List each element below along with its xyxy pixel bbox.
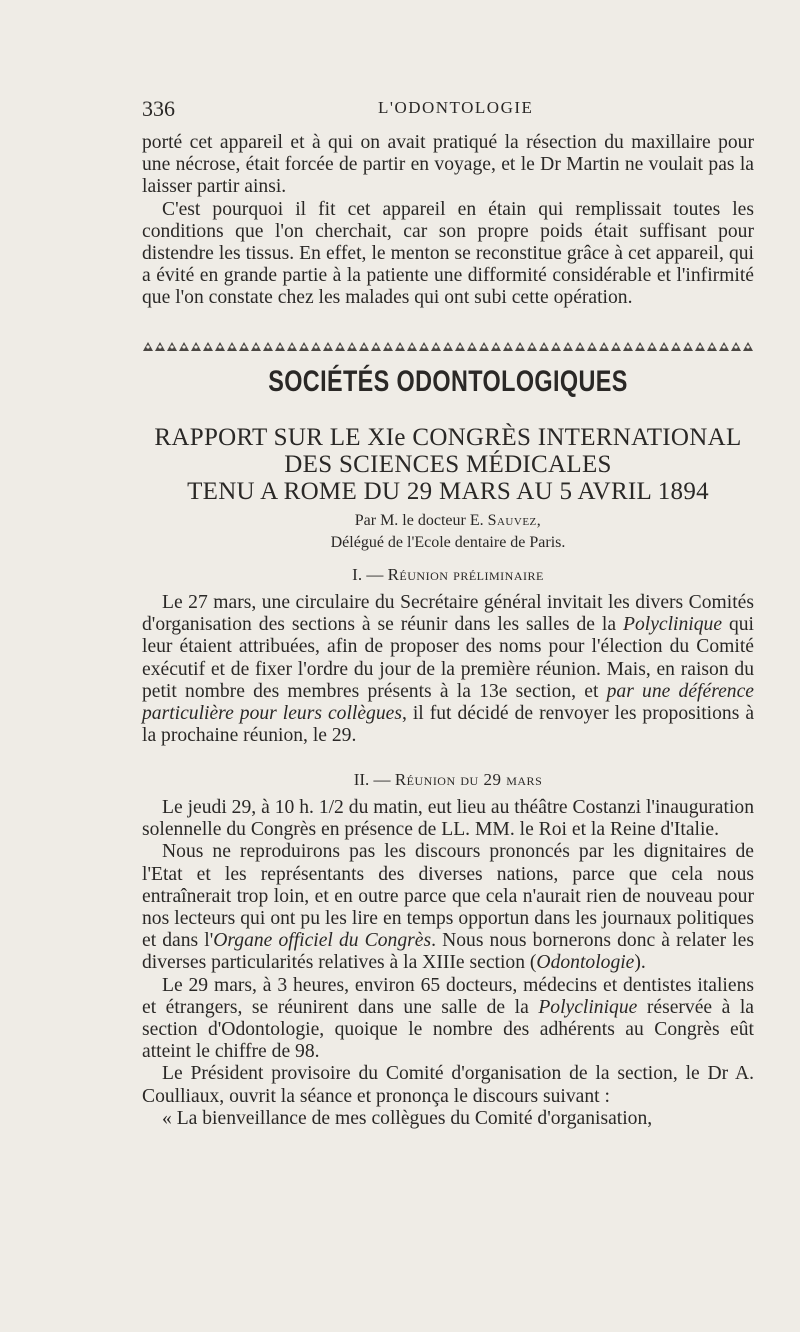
continuation-paragraph: porté cet appareil et à qui on avait pratiqué la résection du maxillaire pour une nécrose, était forcée de partir en voyage, et le Dr Martin ne voulait pas la laisser partir ainsi. bbox=[142, 132, 754, 198]
part-2-p3-text-b: réservée à la section d'Odontologie, quoique le nombre des adhérents au Congrès eût atteint le chiffre de 98. bbox=[142, 996, 754, 1063]
heading-part-1-number: I. — bbox=[352, 565, 388, 584]
heading-part-2-number: II. — bbox=[353, 770, 395, 789]
author-role: Délégué de l'Ecole dentaire de Paris. bbox=[330, 534, 566, 551]
author-name: Sauvez, bbox=[487, 512, 542, 529]
part-2-paragraph-4: Le Président provisoire du Comité d'organisation de la section, le Dr A. Coulliaux, ouvrit la séance et prononça le discours suivant : bbox=[142, 1063, 754, 1107]
part-1-text-b: qui leur étaient attribuées, afin de proposer des noms pour l'élection du Comité exécutif et de fixer l'ordre du jour de la première réunion. Mais, en raison du petit nombre des membres présents à la 13e section, et bbox=[142, 614, 755, 702]
page-number: 336 bbox=[142, 96, 175, 121]
report-title-line-1: RAPPORT SUR LE XIe CONGRÈS INTERNATIONAL bbox=[154, 424, 742, 451]
heading-part-1-text: Réunion préliminaire bbox=[387, 565, 544, 584]
author-block bbox=[142, 510, 754, 554]
continuation-block bbox=[142, 132, 754, 310]
part-2-paragraph-5: « La bienveillance de mes collègues du Comité d'organisation, bbox=[162, 1107, 653, 1129]
author-prefix: Par M. le docteur E. bbox=[354, 512, 488, 529]
heading-part-2 bbox=[142, 770, 754, 790]
part-1-paragraph bbox=[142, 592, 754, 747]
part-1-italic-deference: par une déférence particulière pour leurs collègues bbox=[142, 680, 754, 725]
part-2-paragraph-3 bbox=[142, 975, 754, 1064]
running-title: L'ODONTOLOGIE bbox=[378, 98, 534, 117]
part-2-italic-odontologie: Odontologie bbox=[536, 952, 635, 974]
part-2-paragraph-2 bbox=[142, 841, 754, 974]
part-2-p2-text-b: . Nous nous bornerons donc à relater les diverses particularités relatives à la XIIIe section ( bbox=[142, 930, 754, 974]
part-1-text-a: Le 27 mars, une circulaire du Secrétaire général invitait les divers Comités d'organisation des sections à se réunir dans les salles de la bbox=[142, 592, 754, 636]
part-1-body bbox=[142, 592, 754, 747]
heading-part-1 bbox=[142, 565, 754, 585]
report-title bbox=[112, 424, 784, 505]
heading-part-2-text: Réunion du 29 mars bbox=[394, 770, 543, 789]
part-2-body bbox=[142, 797, 754, 1130]
ornamental-rule bbox=[142, 340, 754, 354]
part-1-italic-polyclinique: Polyclinique bbox=[623, 614, 723, 636]
section-title: SOCIÉTÉS ODONTOLOGIQUES bbox=[268, 365, 628, 398]
part-2-p2-text-a: Nous ne reproduirons pas les discours prononcés par les dignitaires de l'Etat et les représentants des diverses nations, parce que cela nous entraînerait trop loin, et en outre parce que cela n'aurait rien de nouveau pour nos lecteurs qui ont pu les lire en temps opportun dans les journaux politiques et dans l' bbox=[142, 841, 754, 952]
part-2-italic-organe: Organe officiel du Congrès bbox=[213, 930, 432, 952]
paragraph-apparatus: C'est pourquoi il fit cet appareil en étain qui remplissait toutes les conditions que l'on cherchait, car son propre poids était suffisant pour distendre les tissus. En effet, le menton se reconstitue grâce à cet appareil, qui a évité en grande partie à la patiente une difformité considérable et l'infirmité que l'on constate chez les malades qui ont subi cette opération. bbox=[142, 198, 754, 309]
running-head bbox=[142, 96, 754, 122]
part-2-p2-text-c: ). bbox=[634, 952, 646, 974]
part-1-text-c: , il fut décidé de renvoyer les propositions à la prochaine réunion, le 29. bbox=[142, 703, 755, 747]
part-2-paragraph-1: Le jeudi 29, à 10 h. 1/2 du matin, eut lieu au théâtre Costanzi l'inauguration solennelle du Congrès en présence de LL. MM. le Roi et la Reine d'Italie. bbox=[142, 797, 754, 841]
report-title-line-2: DES SCIENCES MÉDICALES bbox=[284, 451, 612, 478]
part-2-italic-polyclinique: Polyclinique bbox=[538, 996, 638, 1018]
report-title-line-3: TENU A ROME DU 29 MARS AU 5 AVRIL 1894 bbox=[187, 478, 709, 505]
author-byline bbox=[142, 510, 754, 532]
part-2-p3-text-a: Le 29 mars, à 3 heures, environ 65 docteurs, médecins et dentistes italiens et étrangers, se réunirent dans une salle de la bbox=[142, 974, 754, 1018]
